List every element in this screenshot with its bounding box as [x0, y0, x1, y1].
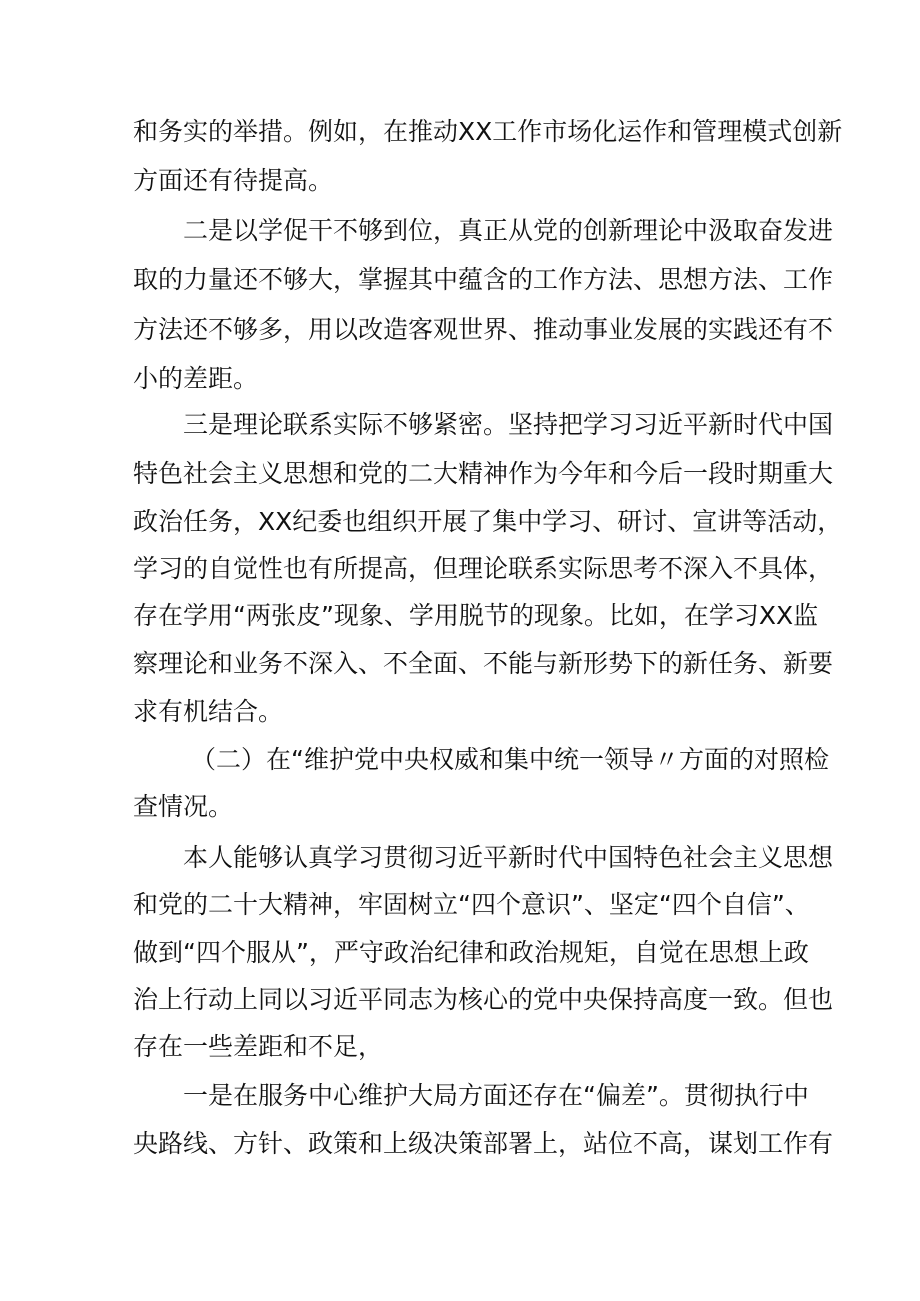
- text-line: 求有机结合。: [133, 697, 284, 726]
- text-line: 存在学用“两张皮”现象、学用脱节的现象。比如，在学习XX监: [133, 601, 819, 630]
- text-line: 和党的二十大精神，牢固树立“四个意识”、坚定“四个自信”、: [133, 890, 810, 919]
- text-line: 政治任务，XX纪委也组织开展了集中学习、研讨、宣讲等活动，: [133, 507, 843, 536]
- text-line: 和务实的举措。例如，在推动XX工作市场化运作和管理模式创新: [133, 117, 843, 146]
- text-line: 治上行动上同以习近平同志为核心的党中央保持高度一致。但也: [133, 985, 834, 1014]
- text-line: 央路线、方针、政策和上级决策部署上，站位不高，谋划工作有: [133, 1129, 834, 1158]
- section-heading: （二）在“维护党中央权威和集中统一领导〃方面的对照检: [191, 745, 829, 774]
- text-line: 特色社会主义思想和党的二大精神作为今年和今后一段时期重大: [133, 459, 834, 488]
- text-line: 三是理论联系实际不够紧密。坚持把学习习近平新时代中国: [183, 410, 834, 439]
- text-line: 小的差距。: [133, 364, 259, 393]
- text-line: 存在一些差距和不足，: [133, 1032, 384, 1061]
- text-line: 学习的自觉性也有所提高，但理论联系实际思考不深入不具体，: [133, 554, 834, 583]
- text-line: 察理论和业务不深入、不全面、不能与新形势下的新任务、新要: [133, 649, 834, 678]
- text-line: 二是以学促干不够到位，真正从党的创新理论中汲取奋发进: [183, 216, 834, 245]
- text-line: 本人能够认真学习贯彻习近平新时代中国特色社会主义思想: [183, 843, 834, 872]
- text-line: 方面还有待提高。: [133, 166, 334, 195]
- text-line: 取的力量还不够大，掌握其中蕴含的工作方法、思想方法、工作: [133, 265, 834, 294]
- text-line: 做到“四个服从”，严守政治纪律和政治规矩，自觉在思想上政: [133, 938, 809, 967]
- text-line: 方法还不够多，用以改造客观世界、推动事业发展的实践还有不: [133, 315, 834, 344]
- text-line: 一是在服务中心维护大局方面还存在“偏差”。贯彻执行中: [183, 1081, 809, 1110]
- section-heading: 查情况。: [133, 792, 234, 821]
